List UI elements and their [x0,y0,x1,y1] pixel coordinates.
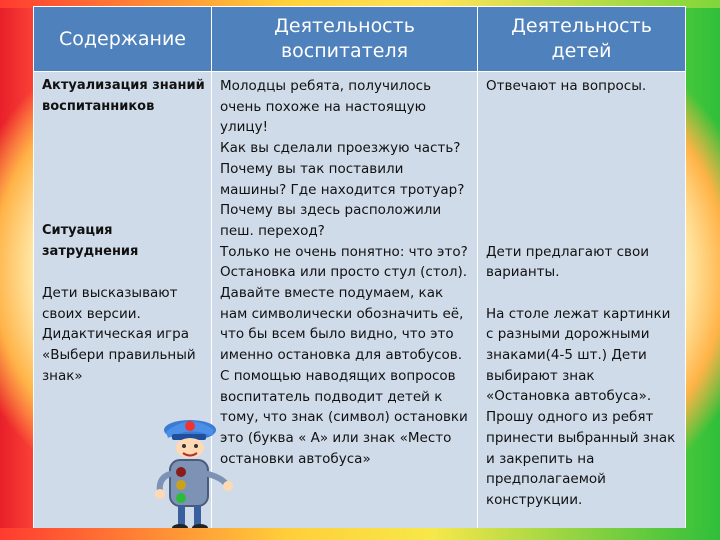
teacher-question-road: Как вы сделали проезжую часть? [220,140,461,157]
children-activity-cell [478,72,686,540]
table-header-row [34,7,686,72]
teacher-activity-cell [212,72,478,540]
teacher-bus-stop-problem: Только не очень понятно: что это? Остановка или просто стул (стол). Давайте вместе подумаем, как нам символически обозначить её, что бы всем было видно, что это именно остановка для автобусов. [220,243,468,364]
children-answer: Отвечают на вопросы. [486,78,647,94]
header-children-activity: Деятельность детей [478,7,686,72]
section-difficulty-title-2: затруднения [42,243,139,259]
header-teacher-activity: Деятельность воспитателя [212,7,478,72]
section-difficulty-title-1: Ситуация [42,222,113,238]
traffic-light-officer-icon [150,408,234,536]
children-suggest: Дети предлагают свои варианты. [486,243,650,281]
lesson-table [33,6,686,540]
didactic-game-text: Дидактическая игра «Выбери правильный знак» [42,326,196,384]
teacher-question-crossing: Почему вы здесь расположили пеш. переход? [220,202,442,239]
teacher-praise: Молодцы ребята, получилось очень похоже на настоящую улицу! [220,78,432,136]
section-actualization-title: Актуализация знаний воспитанников [42,78,205,114]
children-versions-text: Дети высказывают своих версии. [42,284,178,322]
rainbow-frame-bottom [0,528,720,540]
header-content: Содержание [34,7,212,72]
children-choose-sign: На столе лежат картинки с разными дорожными знаками(4-5 шт.) Дети выбирают знак «Остановка автобуса». Прошу одного из ребят принести выбранный знак и закрепить на предполагаемой конструкции. [486,305,676,508]
table-row [34,72,686,540]
teacher-question-cars: Почему вы так поставили машины? Где находится тротуар? [220,160,465,198]
teacher-guiding-questions: С помощью наводящих вопросов воспитатель подводит детей к тому, что знак (символ) остановки это (буква « А» или знак «Место остановки автобуса» [220,367,468,467]
